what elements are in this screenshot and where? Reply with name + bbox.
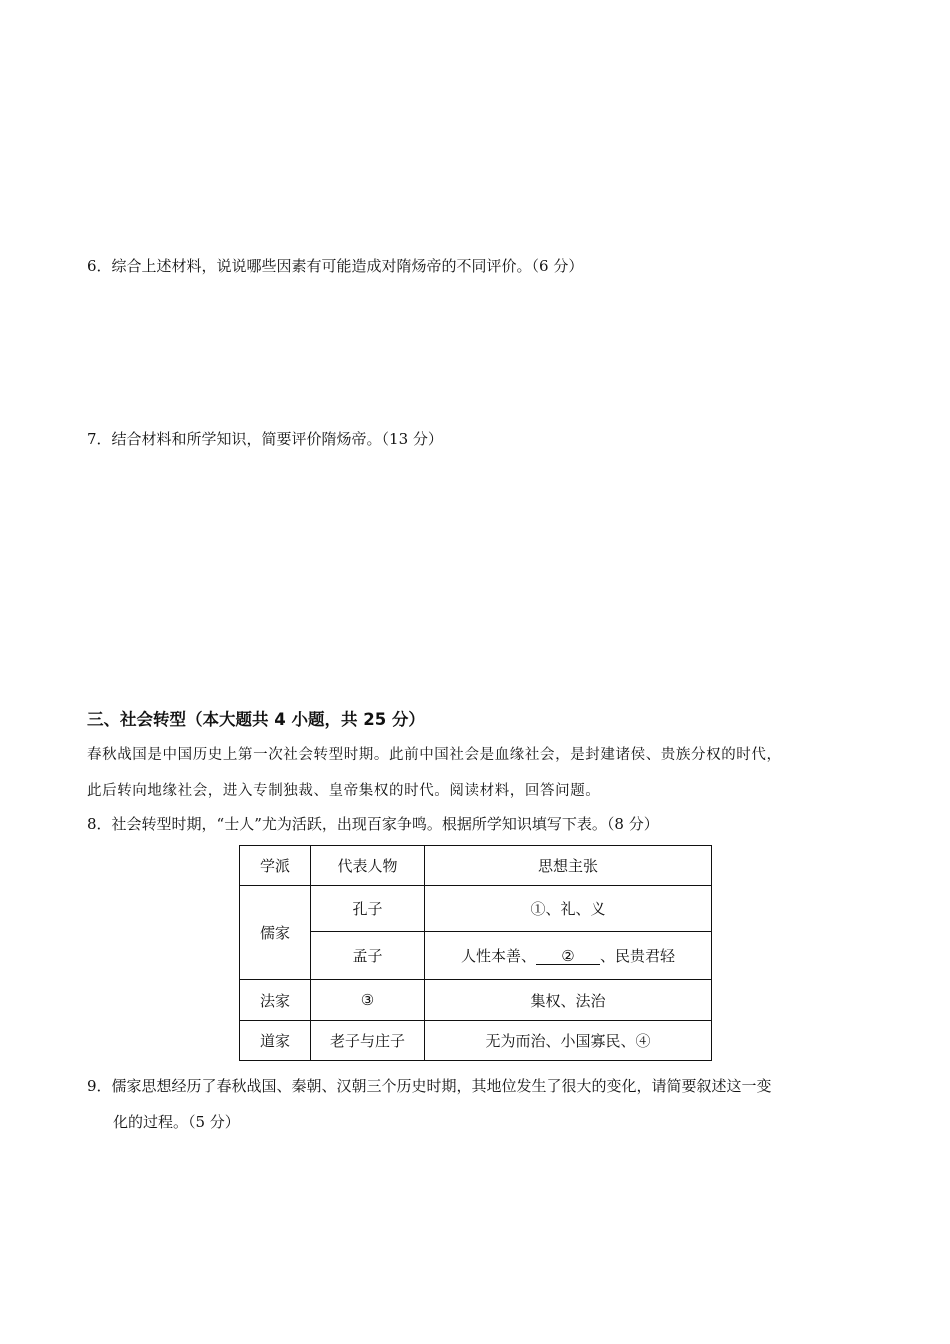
question-8: 8．社会转型时期，“士人”尤为活跃，出现百家争鸣。根据所学知识填写下表。（8 分） [87,815,659,833]
fill-blank-2: ② [536,948,600,965]
cell-idea-daojia: 无为而治、小国寡民、④ [425,1021,712,1061]
cell-school-rujia: 儒家 [240,886,311,980]
section-3-heading: 三、社会转型（本大题共 4 小题，共 25 分） [87,710,425,729]
cell-school-daojia: 道家 [240,1021,311,1061]
section-3-intro-line-1: 春秋战国是中国历史上第一次社会转型时期。此前中国社会是血缘社会，是封建诸侯、贵族分权的时代， [87,747,782,763]
cell-person-fajia: ③ [311,980,425,1021]
cell-idea-fajia: 集权、法治 [425,980,712,1021]
table-row [240,1021,712,1061]
idea-mengzi-after: 、民贵君轻 [600,947,676,965]
question-9-line-1: 9．儒家思想经历了春秋战国、秦朝、汉朝三个历史时期，其地位发生了很大的变化，请简要叙述这一变 [87,1077,772,1095]
question-6: 6．综合上述材料，说说哪些因素有可能造成对隋炀帝的不同评价。（6 分） [87,257,584,275]
cell-person-kongzi: 孔子 [311,886,425,932]
schools-table [239,845,712,1061]
section-3-intro-line-2: 此后转向地缘社会，进入专制独裁、皇帝集权的时代。阅读材料，回答问题。 [87,783,601,799]
cell-idea-mengzi [425,932,712,980]
table-row [240,932,712,980]
table-row [240,886,712,932]
cell-person-daojia: 老子与庄子 [311,1021,425,1061]
question-7: 7．结合材料和所学知识，简要评价隋炀帝。（13 分） [87,430,443,448]
header-person: 代表人物 [311,846,425,886]
cell-idea-kongzi: ①、礼、义 [425,886,712,932]
table-header-row [240,846,712,886]
idea-mengzi-before: 人性本善、 [460,947,536,965]
header-school: 学派 [240,846,311,886]
header-idea: 思想主张 [425,846,712,886]
question-9-line-2: 化的过程。（5 分） [113,1113,240,1131]
cell-school-fajia: 法家 [240,980,311,1021]
table-row [240,980,712,1021]
cell-person-mengzi: 孟子 [311,932,425,980]
